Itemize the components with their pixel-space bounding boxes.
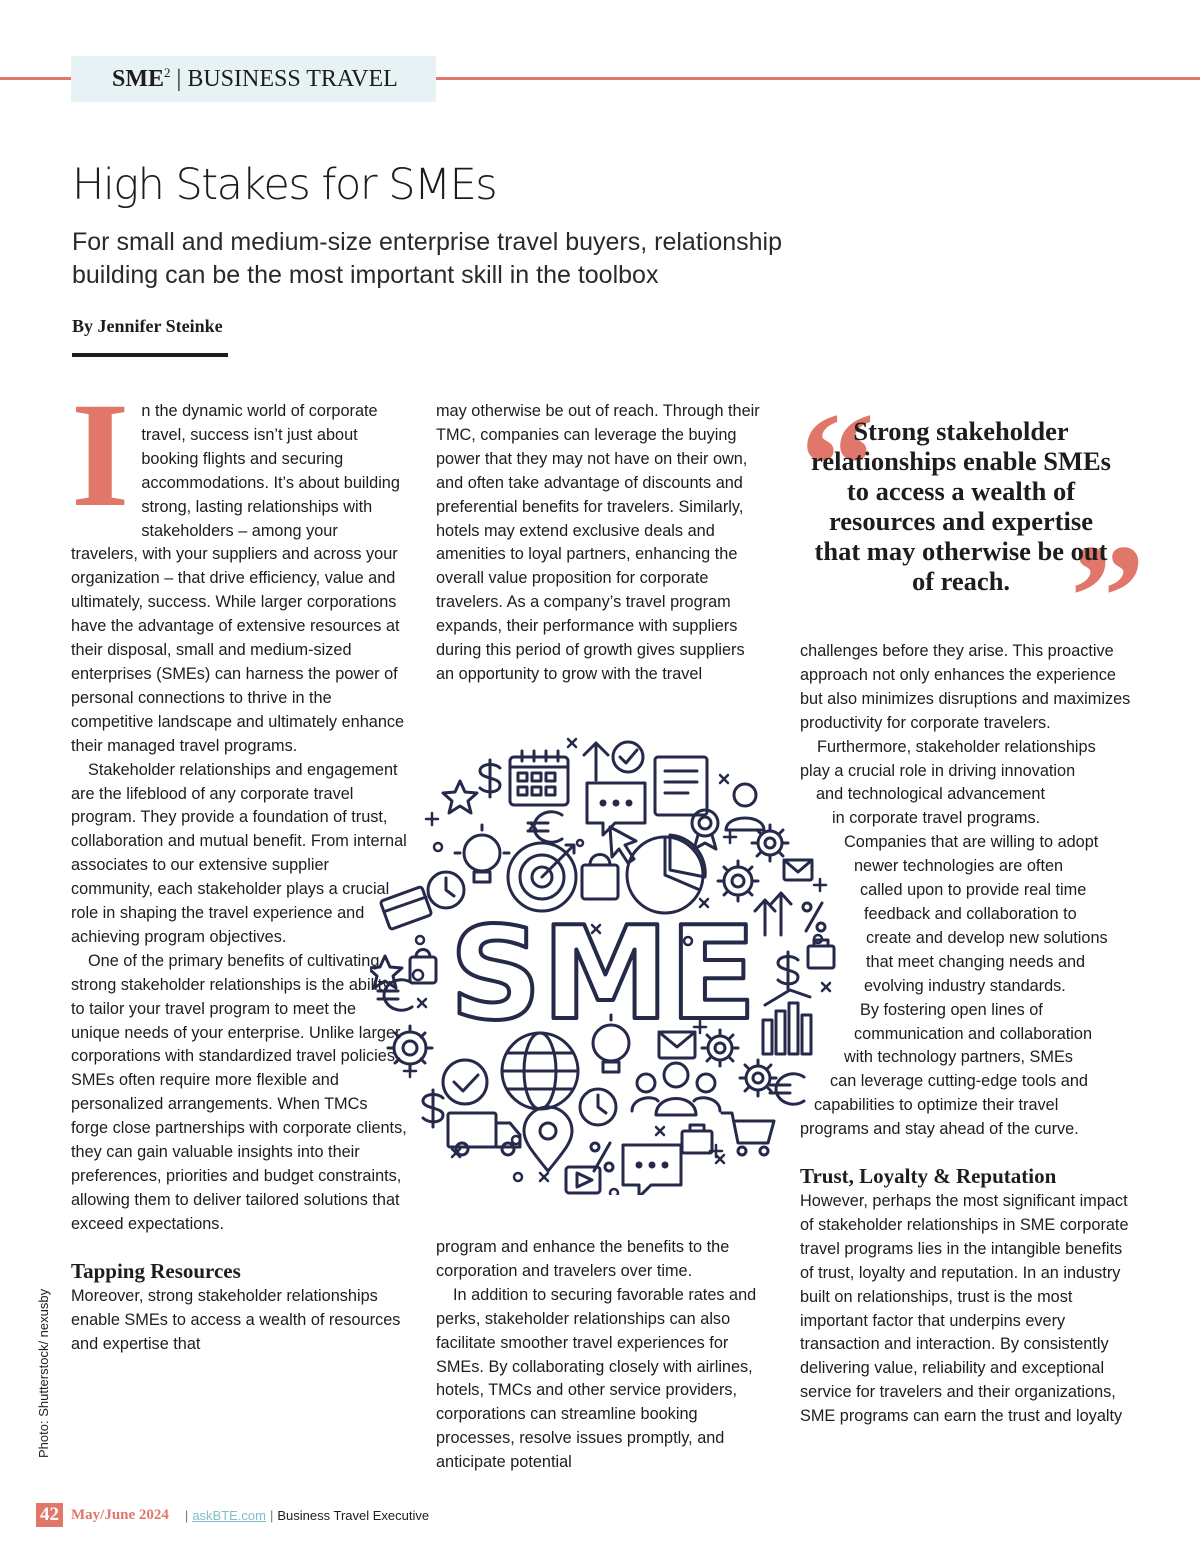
chat-icon — [623, 1145, 681, 1195]
sme-icon-illustration — [370, 735, 840, 1195]
column-3 — [800, 640, 1136, 1429]
footer-divider: | — [270, 1507, 274, 1523]
col3-line: that meet changing needs and — [866, 952, 1086, 971]
heading-trust-loyalty-reputation: Trust, Loyalty & Reputation — [800, 1164, 1057, 1189]
column-1 — [71, 372, 407, 1356]
col3-line: can leverage cutting-edge tools and — [830, 1072, 1088, 1091]
gear-icon — [388, 1026, 432, 1070]
col3-paragraph-3: However, perhaps the most significant impact of stakeholder relationships in SME corporate travel programs lies in the intangible benefits of trust, loyalty and reputation. In an industry built on relationships, trust is the most important factor that underpins every transaction and interaction. By consistently delivering value, reliability and exceptional service for travelers and their organizations, SME programs can earn the trust and loyalty — [800, 1192, 1129, 1426]
section-tab — [71, 56, 436, 102]
gear-icon — [718, 861, 758, 901]
check-circle-icon — [613, 742, 643, 772]
col3-line: in corporate travel programs. — [832, 809, 1041, 828]
user-icon — [726, 784, 764, 830]
col2-paragraph-3: In addition to securing favorable rates and perks, stakeholder relationships can also facilitate smoother travel experiences for SMEs. By collaborating closely with airlines, hotels, TMCs and other service providers, corporations can streamline booking processes, resolve issues promptly, and anticipate potential — [436, 1285, 757, 1472]
check-circle-icon — [443, 1060, 487, 1104]
team-icon — [632, 1063, 720, 1115]
gear-icon — [752, 825, 788, 861]
dollar-icon — [480, 760, 500, 797]
gear-icon — [740, 1060, 776, 1096]
document-icon — [655, 757, 707, 815]
section-sup: 2 — [164, 65, 171, 80]
col3-line: capabilities to optimize their travel — [814, 1096, 1059, 1115]
column-2-bottom — [436, 1236, 766, 1475]
close-quote-mark: ” — [1070, 514, 1145, 680]
footer — [36, 1503, 429, 1527]
col1-paragraph-1: n the dynamic world of corporate travel, success isn’t just about booking flights and securing accommodations. It’s about building strong, lasting relationships with stakeholders – among your travelers, with your suppliers and across your organization – that drive efficiency, value and ultimately, success. While larger corporations have the advantage of extensive resources at their disposal, small and medium-sized enterprises (SMEs) can harness the power of personal connections to thrive in the competitive landscape and ultimately enhance their managed travel programs. — [71, 402, 405, 755]
drop-cap: I — [71, 372, 130, 538]
footer-divider: | — [184, 1507, 189, 1523]
header-rule-left — [0, 77, 72, 80]
award-icon — [692, 810, 718, 849]
col3-line: and technological advancement — [816, 785, 1046, 804]
col1-paragraph-3: One of the primary benefits of cultivating strong stakeholder relationships is the ability to tailor your travel program to meet the unique needs of your enterprise. Unlike larger corporations with standardized travel policies, SMEs often require more flexible and personalized arrangements. When TMCs forge close partnerships with corporate clients, they can gain valuable insights into their preferences, priorities and budget constraints, allowing them to deliver tailored solutions that exceed expectations. — [71, 951, 407, 1233]
lightbulb-icon — [455, 825, 509, 882]
pull-quote — [800, 382, 1145, 680]
header-rule-right — [436, 77, 1200, 80]
cart-icon — [722, 1113, 774, 1155]
col3-line: communication and collaboration — [854, 1024, 1093, 1043]
section-name: BUSINESS TRAVEL — [187, 66, 398, 92]
pull-quote-text: Strong stakeholder relationships enable SMEs to access a wealth of resources and expertise that may otherwise be out of reach. — [811, 416, 1111, 596]
site-link[interactable]: askBTE.com — [192, 1507, 266, 1523]
article-title: High Stakes for SMEs — [72, 160, 497, 210]
shopping-bag-icon — [582, 855, 618, 900]
article-dek: For small and medium-size enterprise travel buyers, relationship building can be the most important skill in the toolbox — [72, 228, 783, 289]
col3-line: By fostering open lines of — [860, 1000, 1043, 1019]
col3-line: programs and stay ahead of the curve. — [800, 1120, 1079, 1139]
col3-line: with technology partners, SMEs — [844, 1048, 1073, 1067]
location-pin-icon — [524, 1107, 572, 1171]
page-number: 42 — [36, 1503, 63, 1527]
dollar-icon — [778, 952, 798, 989]
dollar-icon — [423, 1090, 443, 1127]
section-divider: | — [176, 66, 182, 92]
calendar-icon — [510, 751, 568, 805]
col3-line: Furthermore, stakeholder relationships — [817, 737, 1096, 756]
col3-line: called upon to provide real time — [860, 881, 1087, 900]
star-icon — [370, 956, 402, 988]
credit-card-icon — [380, 886, 432, 929]
heading-tapping-resources: Tapping Resources — [71, 1258, 241, 1283]
byline: By Jennifer Steinke — [72, 316, 223, 336]
col3-line: Companies that are willing to adopt — [844, 833, 1099, 852]
col3-paragraph-1: challenges before they arise. This proactive approach not only enhances the experience but also minimizes disruptions and maximizes productivity for corporate travelers. — [800, 642, 1131, 732]
byline-rule — [72, 353, 228, 357]
open-quote-mark: “ — [800, 382, 875, 548]
clock-icon — [580, 1089, 616, 1125]
col1-paragraph-2: Stakeholder relationships and engagement are the lifeblood of any corporate travel program. They provide a foundation of trust, collaboration and mutual benefit. From internal associates to our extensive supplier community, each stakeholder plays a crucial role in shaping the travel experience and achieving program objectives. — [71, 760, 407, 946]
col3-line: feedback and collaboration to — [864, 904, 1077, 923]
briefcase-icon — [682, 1125, 712, 1153]
col3-line: create and develop new solutions — [866, 928, 1108, 947]
publication-name: Business Travel Executive — [277, 1507, 430, 1523]
col2-paragraph-2: program and enhance the benefits to the corporation and travelers over time. — [436, 1238, 730, 1280]
col3-line: newer technologies are often — [854, 857, 1064, 876]
col3-line: play a crucial role in driving innovation — [800, 761, 1076, 780]
col3-paragraph-2 — [800, 736, 1136, 1142]
column-2-top — [436, 400, 762, 687]
star-icon — [443, 781, 477, 813]
chat-icon — [587, 783, 645, 835]
photo-credit: Photo: Shutterstock/ nexusby — [36, 1288, 51, 1458]
col3-line: evolving industry standards. — [864, 976, 1066, 995]
issue-date: May/June 2024 — [71, 1506, 169, 1523]
section-mark: SME — [112, 66, 165, 92]
arrow-up-icon — [584, 743, 608, 780]
arrow-up-icon — [755, 893, 791, 935]
sme-center-text: SME — [449, 900, 757, 1049]
clock-icon — [428, 872, 464, 908]
col2-paragraph-1: may otherwise be out of reach. Through their TMC, companies can leverage the buying power that they may not have on their own, and often take advantage of discounts and preferential benefits for travelers. Similarly, hotels may extend exclusive deals and amenities to loyal partners, enhancing the overall value proposition for corporate travelers. As a company’s travel program expands, their performance with suppliers during this period of growth gives suppliers an opportunity to grow with the travel — [436, 402, 760, 683]
col1-paragraph-4: Moreover, strong stakeholder relationships enable SMEs to access a wealth of resources and expertise that — [71, 1286, 401, 1353]
